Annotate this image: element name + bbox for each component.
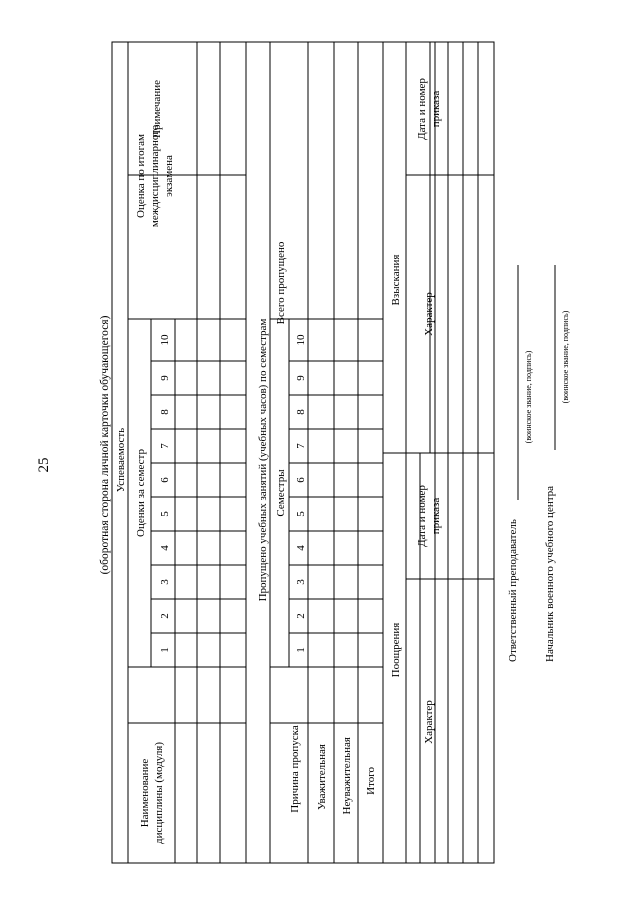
progress-semester-5: 5 xyxy=(159,511,171,517)
page-number: 25 xyxy=(36,457,52,473)
head-caption: (воинское звание, подпись) xyxy=(561,310,570,404)
rewards-character: Характер xyxy=(423,700,435,744)
absences-table xyxy=(257,42,383,863)
teacher-label: Ответственный преподаватель xyxy=(507,519,519,662)
absences-semester-4: 4 xyxy=(295,545,307,551)
discipline-header-line1: Наименование xyxy=(139,758,151,828)
penalties-order-line2: приказа xyxy=(430,90,442,128)
progress-semester-3: 3 xyxy=(159,579,171,585)
progress-semester-8: 8 xyxy=(159,409,171,415)
progress-semester-1: 1 xyxy=(159,647,171,653)
absences-semester-5: 5 xyxy=(295,511,307,517)
discipline-header-line2: дисциплины (модуля) xyxy=(153,741,165,845)
rewards-order-line2: приказа xyxy=(430,497,442,535)
grades-header: Оценки за семестр xyxy=(135,449,147,537)
head-label: Начальник военного учебного центра xyxy=(544,485,556,662)
absences-title: Пропущено учебных занятий (учебных часов) по семестрам xyxy=(257,318,269,602)
progress-semester-4: 4 xyxy=(159,545,171,551)
absences-semester-9: 9 xyxy=(295,375,307,381)
row-valid: Уважительная xyxy=(316,744,328,810)
semesters-header: Семестры xyxy=(275,469,287,517)
progress-semester-9: 9 xyxy=(159,375,171,381)
exam-header-line1: Оценка по итогам xyxy=(135,134,147,218)
progress-semester-7: 7 xyxy=(159,443,171,449)
exam-header-line3: экзамена xyxy=(163,155,175,197)
rewards-title: Поощрения xyxy=(390,622,402,678)
subtitle: (оборотная сторона личной карточки обучающегося) xyxy=(99,315,111,575)
penalties-title: Взыскания xyxy=(390,254,402,306)
progress-semester-10: 10 xyxy=(159,334,171,346)
teacher-caption: (воинское звание, подпись) xyxy=(524,350,533,444)
progress-table xyxy=(115,42,246,863)
penalties-order-line1: Дата и номер xyxy=(416,78,428,140)
total-header: Всего пропущено xyxy=(275,241,287,325)
signatures xyxy=(507,265,570,662)
absences-semester-2: 2 xyxy=(295,613,307,619)
progress-title: Успеваемость xyxy=(115,427,127,493)
absences-semester-8: 8 xyxy=(295,409,307,415)
progress-semester-2: 2 xyxy=(159,613,171,619)
rewards-penalties-table xyxy=(383,42,494,863)
rewards-order-line1: Дата и номер xyxy=(416,485,428,547)
absences-semester-10: 10 xyxy=(295,334,307,346)
absences-semester-3: 3 xyxy=(295,579,307,585)
note-header: Примечание xyxy=(151,80,163,138)
absences-semester-7: 7 xyxy=(295,443,307,449)
exam-header-line2: междисциплинарного xyxy=(149,124,161,228)
absences-semester-1: 1 xyxy=(295,647,307,653)
penalties-character: Характер xyxy=(423,292,435,336)
reason-header: Причина пропуска xyxy=(289,725,301,813)
row-total: Итого xyxy=(365,767,377,795)
absences-semester-6: 6 xyxy=(295,477,307,483)
row-invalid: Неуважительная xyxy=(341,737,353,815)
progress-semester-6: 6 xyxy=(159,477,171,483)
